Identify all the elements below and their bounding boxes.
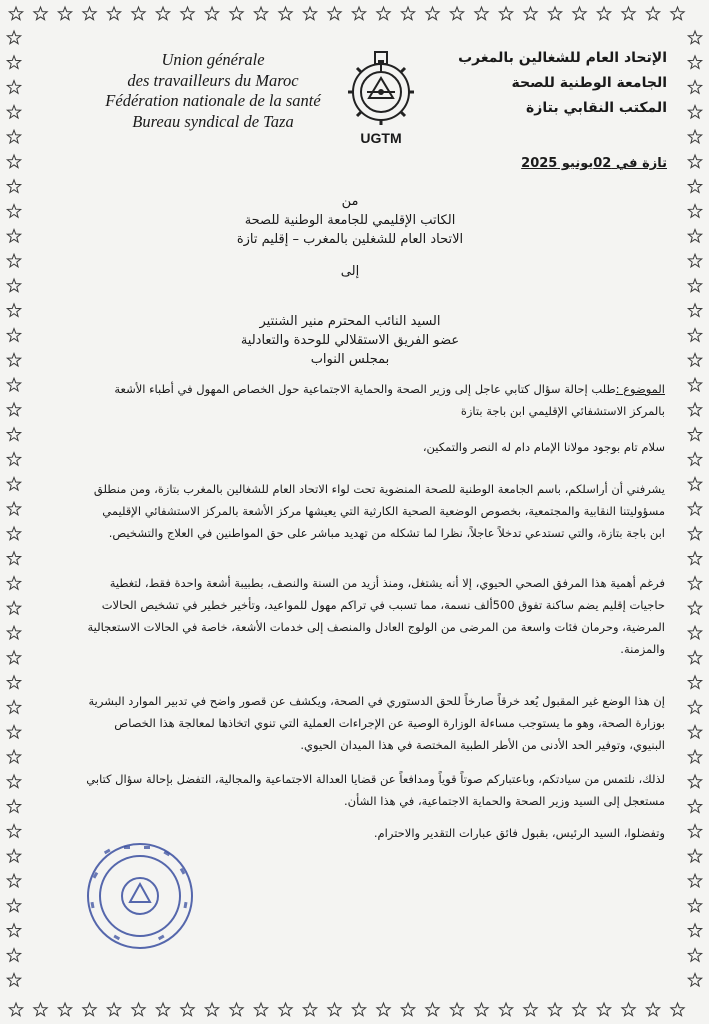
from-block	[150, 192, 550, 249]
to-block	[150, 312, 550, 369]
letterhead-fr-line: des travailleurs du Maroc	[127, 70, 299, 90]
subject	[85, 378, 665, 422]
paragraph-3: إن هذا الوضع غير المقبول يُعد خرقاً صارخاً للحق الدستوري في الصحة، ويكشف عن قصور واضح في تدبير الموارد البشرية بوزارة الصحة، وهو ما يستوجب مساءلة الوزارة الوصية عن الإجراءات العملية التي تنوي اتخاذها لمعالجة هذا الخصاص البنيوي، وتوفير الحد الأدنى من الأطر الطبية المختصة في هذا الميدان الحيوي.	[88, 694, 665, 752]
letterhead-fr-line: Fédération nationale de la santé	[105, 91, 321, 110]
letter-date: تازة في 02يونيو 2025	[521, 156, 667, 171]
closing: وتفضلوا، السيد الرئيس، بقبول فائق عبارات التقدير والاحترام.	[373, 826, 665, 840]
french-letterhead	[78, 50, 348, 132]
arabic-letterhead	[437, 46, 667, 121]
recipient-name: السيد النائب المحترم منير الشنتير	[259, 314, 441, 329]
paragraph-4: لذلك، نلتمس من سيادتكم، وباعتباركم صوتاً قوياً ومدافعاً عن قضايا العدالة الاجتماعية والمجالية، التفضل بإحالة سؤال كتابي مستعجل إلى السيد وزير الصحة والحماية الاجتماعية، في هذا الشأن.	[86, 772, 665, 808]
letterhead-ar-line: الجامعة الوطنية للصحة	[511, 75, 667, 91]
paragraph-1: يشرفني أن أراسلكم، باسم الجامعة الوطنية للصحة المنضوية تحت لواء الاتحاد العام للشغالين بالمغرب بتازة، ومن منطلق مسؤوليتنا النقابية والمجتمعية، بخصوص الوضعية الصحية الكارثية التي يعيشها مركز الأشعة بالمركز الاستشفائي الإقليمي ابن باجة بتازة، والتي تستدعي تدخلاً عاجلاً، نظرا لما تشكله من تهديد مباشر على حق المواطنين في العلاج والتشخيص.	[93, 482, 665, 540]
official-stamp-icon	[84, 840, 196, 952]
subject-text: طلب إحالة سؤال كتابي عاجل إلى وزير الصحة والحماية الاجتماعية حول الخصاص المهول في أطباء الأشعة بالمركز الاستشفائي الإقليمي ابن باجة بتازة	[114, 382, 665, 418]
to-label: إلى	[340, 264, 360, 279]
paragraph-2: فرغم أهمية هذا المرفق الصحي الحيوي، إلا أنه يشتغل، ومنذ أزيد من السنة والنصف، بطبيبة أشعة واحدة فقط، لتغطية حاجيات إقليم يضم ساكنة تفوق 500ألف نسمة، مما تسبب في تراكم مهول للمواعيد، وتأخير خطير في تشخيص الحالات المرضية، وحرمان فئات واسعة من المرضى من الولوج العادل والمنصف إلى خدمات الأشعة، خاصة في الحالات الاستعجالية والمزمنة.	[87, 576, 665, 656]
ugtm-emblem-icon	[345, 48, 417, 128]
letterhead-ar-line: الإتحاد العام للشغالين بالمغرب	[458, 50, 667, 66]
subject-label: الموضوع :	[615, 382, 665, 396]
from-line: الاتحاد العام للشغلين بالمغرب – إقليم تازة	[236, 232, 464, 247]
recipient-title: عضو الفريق الاستقلالي للوحدة والتعادلية	[240, 333, 460, 348]
logo-caption: UGTM	[360, 130, 402, 146]
letterhead-fr-line: Bureau syndical de Taza	[132, 111, 294, 131]
letterhead-ar-line: المكتب النقابي بتازة	[526, 100, 667, 116]
letterhead-fr-line: Union générale	[161, 50, 265, 69]
from-line: الكاتب الإقليمي للجامعة الوطنية للصحة	[244, 213, 456, 228]
recipient-institution: بمجلس النواب	[310, 352, 390, 367]
from-label: من	[341, 194, 359, 209]
greeting: سلام تام بوجود مولانا الإمام دام له النصر والتمكين،	[422, 440, 665, 454]
